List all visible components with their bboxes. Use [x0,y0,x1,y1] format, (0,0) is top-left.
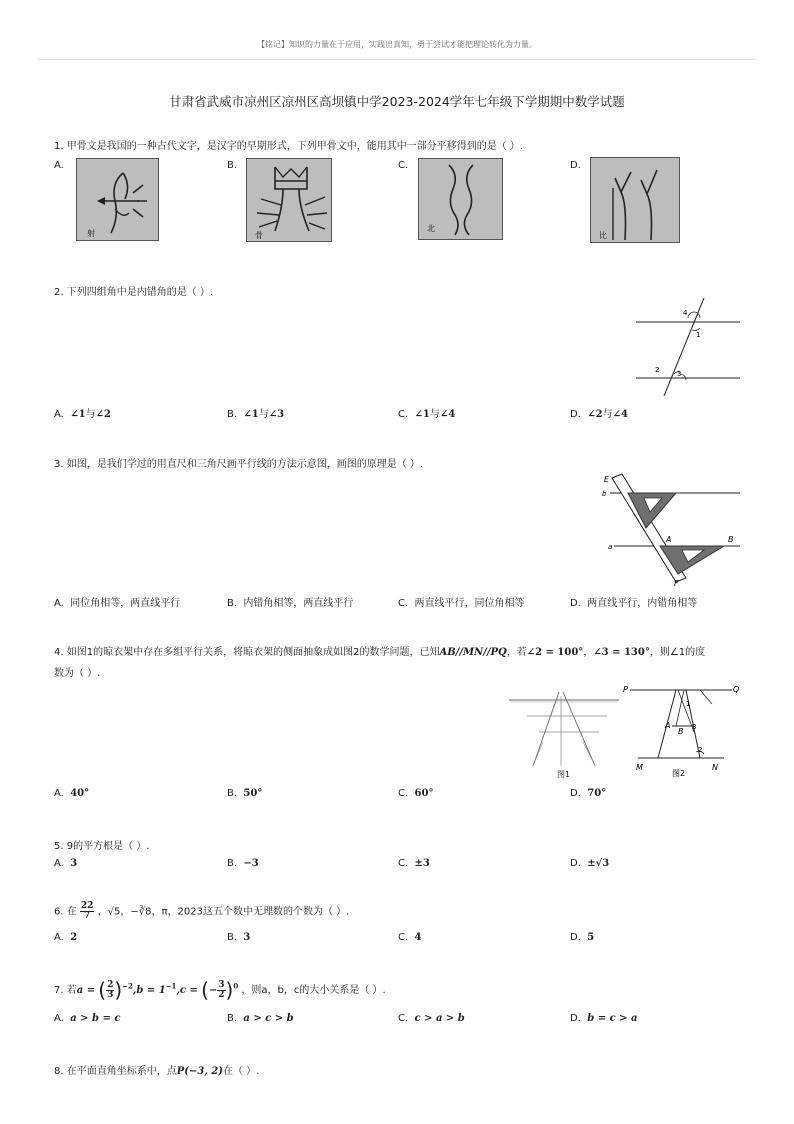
q2-angle-3-label: 3 [677,370,682,378]
q1-option-d-char: 比 [599,231,607,240]
q3-option-a[interactable]: A. 同位角相等，两直线平行 [54,598,181,609]
q1-option-a-char: 射 [87,229,95,238]
oracle-bei-glyph [419,159,502,239]
q1-option-b-letter[interactable]: B. [227,160,238,171]
q4-label-m: M [636,763,643,772]
q3-label-a: a [608,543,613,551]
q4-label-n: N [712,763,718,772]
q4-figure-2 [620,682,744,780]
q4-figure-1-label: 图1 [557,770,571,779]
q1-option-b-char: 骨 [255,231,263,240]
q6-option-b[interactable]: B. 3 [227,932,251,943]
q1-option-a-letter[interactable]: A. [54,160,64,171]
q3-option-b[interactable]: B. 内错角相等，两直线平行 [227,598,354,609]
q4-option-c[interactable]: C. 60° [398,788,434,799]
q4-label-p: P [623,685,628,694]
q7-option-b[interactable]: B. a > c > b [227,1013,294,1024]
q4-stem: 4. 如图1的晾衣架中存在多组平行关系，将晾衣架的侧面抽象成如图2的数学问题，已知AB//MN//PQ，若∠2 = 100°，∠3 = 130°，则∠1的度 [54,647,706,658]
q6-stem: 6. 在 $\frac{22}{7}$ ，√5，−∛8，π，2023这五个数中无理数的个数为（ ）. [54,901,350,921]
q5-stem: 5. 9的平方根是（ ）. [54,841,150,852]
q3-option-d[interactable]: D. 两直线平行，内错角相等 [570,598,698,609]
q2-stem: 2. 下列四组角中是内错角的是（ ）. [54,287,214,298]
q3-stem: 3. 如图，是我们学过的用直尺和三角尺画平行线的方法示意图，画图的原理是（ ）. [54,459,424,470]
q4-angle-2-label: 2 [698,746,703,754]
q1-option-d-image[interactable] [590,157,680,243]
oracle-she-glyph [77,159,158,240]
q7-option-a[interactable]: A. a > b = c [54,1013,121,1024]
q2-option-b[interactable]: B. ∠1与∠3 [227,409,285,420]
q4-label-a: A [665,721,671,730]
q6-option-d[interactable]: D. 5 [570,932,595,943]
q1-option-c-char: 北 [427,224,435,233]
header-note: 【铭记】知识的力量在于应用，实践出真知，勇于尝试才能把理论转化为力量。 [257,40,537,49]
q6-option-c[interactable]: C. 4 [398,932,422,943]
q7-stem: 7. 若a = ( $\frac{2}{3}$ )$^{-2},b = 1^{-1},c$ = (− $\frac{3}{2}$ )$^0$ ，则a，b，c的大小关系是（ ）. [54,978,386,1002]
q5-option-a[interactable]: A. 3 [54,858,78,869]
page-title: 甘肃省武威市凉州区凉州区高坝镇中学2023-2024学年七年级下学期期中数学试题 [169,94,625,109]
q1-option-d-letter[interactable]: D. [570,160,581,171]
q7-option-d[interactable]: D. b = c > a [570,1013,638,1024]
q3-figure [600,470,745,588]
q1-stem: 1. 甲骨文是我国的一种古代文字，是汉字的早期形式，下列甲骨文中，能用其中一部分平移得到的是（ ）. [54,141,524,152]
q3-label-a-point: A [666,535,672,544]
q2-angle-4-label: 4 [683,309,688,317]
q4-angle-1-label: 1 [686,700,691,708]
q3-option-c[interactable]: C. 两直线平行，同位角相等 [398,598,525,609]
q2-option-a[interactable]: A. ∠1与∠2 [54,409,111,420]
q2-angle-1-label: 1 [696,331,701,339]
q4-figure-1 [503,686,621,781]
q4-label-q: Q [733,685,740,694]
q2-figure [632,296,744,398]
q4-label-b: B [678,727,684,736]
q4-option-d[interactable]: D. 70° [570,788,607,799]
q1-option-c-image[interactable] [418,158,503,240]
q3-label-b: b [602,490,607,498]
q6-fraction: $\frac{22}{7}$ [80,901,94,921]
q4-option-a[interactable]: A. 40° [54,788,90,799]
q3-label-e: E [604,475,610,484]
q6-option-a[interactable]: A. 2 [54,932,78,943]
q2-angle-2-label: 2 [655,366,660,374]
q1-option-a-image[interactable] [76,158,159,241]
q7-option-c[interactable]: C. c > a > b [398,1013,465,1024]
oracle-gu-glyph [247,159,331,241]
q4-stem-line2: 数为（ ）. [54,668,101,679]
q4-option-b[interactable]: B. 50° [227,788,263,799]
q4-angle-3-label: 3 [692,723,697,731]
q1-option-c-letter[interactable]: C. [398,160,409,171]
q1-option-b-image[interactable] [246,158,332,242]
q8-stem: 8. 在平面直角坐标系中，点P(−3, 2)在（ ）. [54,1066,260,1077]
q4-figure-2-label: 图2 [672,769,686,778]
q2-option-d[interactable]: D. ∠2与∠4 [570,409,628,420]
q5-option-b[interactable]: B. −3 [227,858,259,869]
q2-option-c[interactable]: C. ∠1与∠4 [398,409,456,420]
q3-label-f: F [674,579,679,588]
oracle-bi-glyph [591,158,679,242]
q5-option-d[interactable]: D. ±√3 [570,858,610,869]
q5-option-c[interactable]: C. ±3 [398,858,430,869]
q3-label-b-point: B [728,535,734,544]
header-divider [38,59,756,60]
